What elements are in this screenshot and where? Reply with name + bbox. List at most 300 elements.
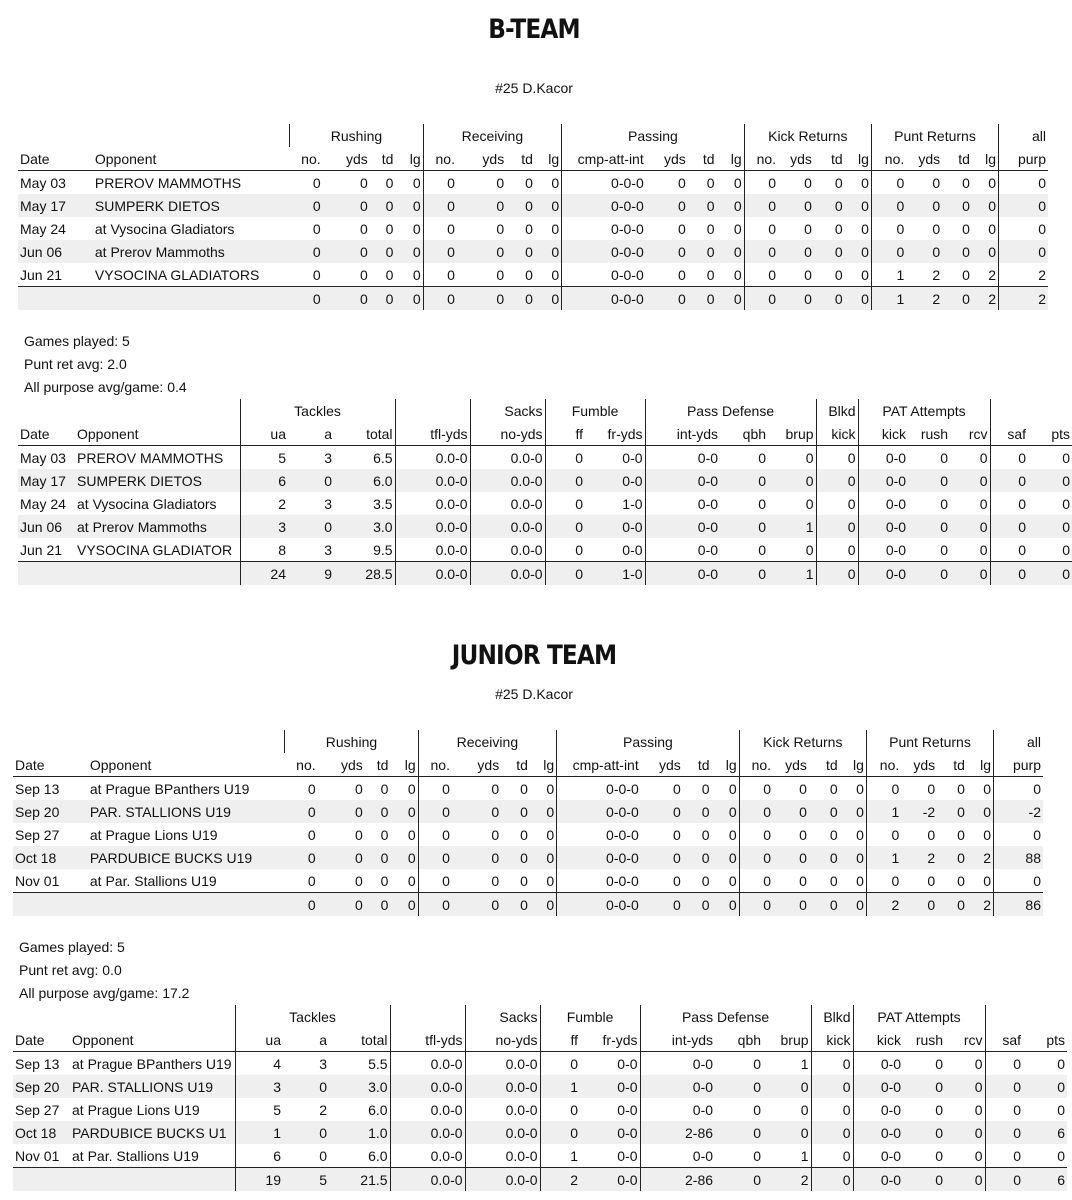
stat-cell-yds: 0 xyxy=(677,174,686,191)
total-cell-no: 0 xyxy=(285,893,318,917)
stat-cell-yds: 0 xyxy=(906,240,942,263)
stat-cell-int-yds: 0-0 xyxy=(645,515,720,538)
column-header-a: a xyxy=(283,1028,329,1052)
stat-cell-ua: 8 xyxy=(278,541,286,558)
column-header-qbh: qbh xyxy=(720,422,768,446)
stat-cell-no: 0 xyxy=(891,780,900,797)
stat-cell-saf: 0 xyxy=(1018,495,1027,512)
column-header-ff: ff xyxy=(545,422,585,446)
opponent-name: PARDUBICE BUCKS U1 xyxy=(70,1121,235,1144)
stat-cell-no: 0 xyxy=(763,826,772,843)
stat-cell-saf: 0 xyxy=(985,1075,1023,1098)
stat-cell-td: 0 xyxy=(683,800,712,823)
opponent-name: PAR. STALLIONS U19 xyxy=(88,800,285,823)
stat-cell-td: 0 xyxy=(380,826,389,843)
column-header-lg: lg xyxy=(390,753,418,777)
stat-cell-td: 0 xyxy=(525,174,533,191)
stat-cell-lg: 0 xyxy=(967,869,994,893)
group-header-spacer xyxy=(18,399,240,422)
player-name: #25 D.Kacor xyxy=(495,686,573,702)
column-header-int-yds: int-yds xyxy=(640,1028,715,1052)
column-header-cmp-att-int: cmp-att-int xyxy=(557,753,641,777)
stat-cell-yds: 0 xyxy=(672,826,681,843)
total-cell-a: 5 xyxy=(283,1168,329,1192)
stat-cell-rush: 0 xyxy=(935,1055,944,1072)
stat-cell-no: 0 xyxy=(418,846,452,869)
stat-cell-yds: 0 xyxy=(927,826,936,843)
stat-cell-purp: 0 xyxy=(999,240,1048,263)
stat-cell-yds: 0 xyxy=(641,846,683,869)
stat-cell-ff: 1 xyxy=(540,1075,580,1098)
stat-cell-ff: 0 xyxy=(540,1121,580,1144)
opponent-name: at Prague Lions U19 xyxy=(70,1098,235,1121)
total-cell-td: 0 xyxy=(809,893,840,917)
column-header-a: a xyxy=(288,422,334,446)
stat-cell-yds: 0 xyxy=(318,846,365,869)
column-header-row xyxy=(18,147,1048,171)
table-row xyxy=(18,469,1072,492)
column-header-yds: yds xyxy=(457,147,506,171)
stat-cell-lg: 0 xyxy=(535,217,562,240)
column-header-fr-yds: fr-yds xyxy=(585,422,645,446)
stat-cell-no: 0 xyxy=(739,846,773,869)
column-header-total: total xyxy=(334,422,395,446)
stat-cell-ua: 5 xyxy=(278,449,286,466)
stat-cell-no: 0 xyxy=(447,174,455,191)
stat-cell-yds: 0 xyxy=(491,780,500,797)
total-cell-no: 0 xyxy=(418,893,452,917)
stat-cell-td: 0 xyxy=(814,240,845,263)
stat-cell-int-yds: 0-0 xyxy=(692,1101,714,1118)
stat-cell-lg: 0 xyxy=(840,777,867,801)
stat-cell-td: 0 xyxy=(520,780,528,797)
stat-cell-no: 0 xyxy=(285,800,318,823)
total-cell-saf: 0 xyxy=(990,562,1028,586)
stat-cell-lg: 0 xyxy=(840,869,867,893)
total-cell-lg: 2 xyxy=(972,287,999,311)
column-header-ua: ua xyxy=(235,1028,283,1052)
stat-cell-pts: 0 xyxy=(1062,541,1071,558)
game-date: Sep 27 xyxy=(15,826,60,843)
group-header-rushing: Rushing xyxy=(285,730,418,753)
stat-cell-ua: 6 xyxy=(273,1147,281,1164)
stat-cell-no-yds: 0.0-0 xyxy=(470,515,545,538)
stat-cell-no-yds: 0.0-0 xyxy=(470,492,545,515)
stat-cell-cmp-att-int: 0-0-0 xyxy=(606,780,639,797)
stat-cell-qbh: 0 xyxy=(758,541,767,558)
table-row xyxy=(13,800,1043,823)
stat-cell-kick: 0 xyxy=(816,538,858,562)
stat-cell-lg: 0 xyxy=(535,240,562,263)
stat-cell-lg: 0 xyxy=(390,869,418,893)
stat-cell-td: 0 xyxy=(829,826,838,843)
stat-cell-no-yds: 0.0-0 xyxy=(465,1098,540,1121)
column-header-td: td xyxy=(688,147,717,171)
column-header-date: Date xyxy=(18,422,75,446)
total-cell-no-yds: 0.0-0 xyxy=(465,1168,540,1192)
stat-cell-no: 0 xyxy=(418,800,452,823)
stat-cell-td: 0 xyxy=(370,194,396,217)
stat-cell-total: 9.5 xyxy=(334,538,395,562)
column-header-opponent: Opponent xyxy=(88,753,285,777)
column-header-lg: lg xyxy=(535,147,562,171)
stat-cell-kick: 0-0 xyxy=(858,515,908,538)
stat-cell-td: 0 xyxy=(385,266,394,283)
game-date: Sep 20 xyxy=(13,1075,70,1098)
stat-cell-td: 0 xyxy=(520,872,528,889)
column-header-td: td xyxy=(942,147,972,171)
game-date: Jun 06 xyxy=(18,515,75,538)
stat-cell-td: 0 xyxy=(937,846,967,869)
totals-row xyxy=(18,287,1048,311)
stat-cell-lg: 0 xyxy=(712,800,740,823)
game-date: May 17 xyxy=(18,194,93,217)
stat-cell-td: 0 xyxy=(380,872,389,889)
column-header-ff: ff xyxy=(540,1028,580,1052)
total-cell-ff: 0 xyxy=(545,562,585,586)
table-row xyxy=(18,217,1048,240)
total-cell-no: 0 xyxy=(423,287,457,311)
stat-cell-kick: 0 xyxy=(811,1121,853,1144)
group-header-all: all xyxy=(1026,733,1041,750)
stat-cell-rush: 0 xyxy=(908,469,950,492)
stat-cell-rcv: 0 xyxy=(945,1075,985,1098)
stat-cell-td: 0 xyxy=(701,780,710,797)
stat-cell-no: 0 xyxy=(896,174,905,191)
stat-cell-int-yds: 0-0 xyxy=(645,469,720,492)
stat-cell-td: 0 xyxy=(706,174,715,191)
stat-cell-purp: -2 xyxy=(994,800,1043,823)
stat-cell-lg: 0 xyxy=(535,263,562,287)
stat-cell-no: 0 xyxy=(768,266,777,283)
stat-cell-yds: 0 xyxy=(799,780,807,797)
player-name: #25 D.Kacor xyxy=(495,80,573,96)
stat-cell-cmp-att-int: 0-0-0 xyxy=(557,800,641,823)
total-cell-tfl-yds: 0.0-0 xyxy=(395,562,470,586)
column-header-saf: saf xyxy=(985,1028,1023,1052)
stat-cell-no: 0 xyxy=(744,194,778,217)
column-header-yds: yds xyxy=(646,147,688,171)
stat-cell-saf: 0 xyxy=(1018,449,1027,466)
stat-cell-fr-yds: 0-0 xyxy=(585,515,645,538)
total-cell-no: 0 xyxy=(744,287,778,311)
total-cell-rush: 0 xyxy=(908,562,950,586)
stat-cell-td: 0 xyxy=(962,266,970,283)
stat-cell-tfl-yds: 0.0-0 xyxy=(390,1075,465,1098)
stat-cell-pts: 0 xyxy=(1057,1101,1066,1118)
stat-cell-yds: 0 xyxy=(641,800,683,823)
column-header-no: no. xyxy=(285,753,318,777)
total-cell-lg: 0 xyxy=(840,893,867,917)
stat-cell-ff: 0 xyxy=(545,469,585,492)
group-header-all: all xyxy=(1031,127,1046,144)
stat-cell-td: 0 xyxy=(385,174,394,191)
stat-cell-lg: 0 xyxy=(390,800,418,823)
stat-cell-no: 0 xyxy=(423,194,457,217)
stat-cell-yds: 0 xyxy=(355,872,363,889)
stat-cell-a: 2 xyxy=(319,1101,327,1118)
column-header-rcv: rcv xyxy=(950,422,990,446)
stat-cell-yds: 0 xyxy=(496,266,505,283)
column-header-no: no. xyxy=(418,753,452,777)
stat-cell-qbh: 0 xyxy=(758,449,767,466)
stat-cell-td: 0 xyxy=(365,800,391,823)
opponent-name: PARDUBICE BUCKS U19 xyxy=(88,846,285,869)
column-header-ua: ua xyxy=(240,422,288,446)
stat-cell-yds: 0 xyxy=(496,220,505,237)
column-header-no: no. xyxy=(739,753,773,777)
stat-cell-no-yds: 0.0-0 xyxy=(465,1121,540,1144)
stat-cell-int-yds: 0-0 xyxy=(692,1055,714,1072)
stat-cell-no: 0 xyxy=(312,266,321,283)
stat-cell-td: 0 xyxy=(957,872,965,889)
stat-cell-brup: 1 xyxy=(768,515,816,538)
stat-cell-saf: 0 xyxy=(985,1121,1023,1144)
game-date: May 17 xyxy=(18,469,75,492)
total-cell-no: 0 xyxy=(290,287,323,311)
stat-cell-cmp-att-int: 0-0-0 xyxy=(611,220,644,237)
stat-cell-lg: 0 xyxy=(717,217,745,240)
stat-cell-yds: 0 xyxy=(323,194,370,217)
stat-cell-no-yds: 0.0-0 xyxy=(465,1144,540,1168)
total-cell-saf: 0 xyxy=(985,1168,1023,1192)
column-header-row xyxy=(13,753,1043,777)
stat-cell-kick: 0 xyxy=(816,446,858,470)
table-row xyxy=(13,1121,1067,1144)
opponent-name: PREROV MAMMOTHS xyxy=(94,174,242,191)
total-cell-yds: 0 xyxy=(457,287,506,311)
stat-cell-tfl-yds: 0.0-0 xyxy=(395,492,470,515)
group-header-row xyxy=(18,124,1048,147)
stat-cell-qbh: 0 xyxy=(720,469,768,492)
stat-cell-total: 3.5 xyxy=(334,492,395,515)
column-header-lg: lg xyxy=(717,147,745,171)
stat-cell-td: 0 xyxy=(706,220,715,237)
column-header-lg: lg xyxy=(972,147,999,171)
total-cell-pts: 6 xyxy=(1023,1168,1067,1192)
totals-blank-cell xyxy=(70,1168,235,1192)
defense-stats-table xyxy=(18,399,1072,585)
stat-cell-ua: 1 xyxy=(235,1121,283,1144)
stat-cell-kick: 0-0 xyxy=(880,1101,902,1118)
table-row xyxy=(18,263,1048,287)
stat-cell-kick: 0-0 xyxy=(885,495,907,512)
stat-cell-yds: 2 xyxy=(932,266,941,283)
total-cell-ua: 19 xyxy=(235,1168,283,1192)
column-header-saf: saf xyxy=(990,422,1028,446)
group-header-sacks: Sacks xyxy=(470,399,545,422)
offense-stats-table xyxy=(18,124,1048,310)
table-row xyxy=(18,240,1048,263)
stat-cell-tfl-yds: 0.0-0 xyxy=(390,1121,465,1144)
stat-cell-td: 0 xyxy=(688,194,717,217)
stat-cell-tfl-yds: 0.0-0 xyxy=(390,1098,465,1121)
stat-cell-lg: 0 xyxy=(530,800,557,823)
stat-cell-lg: 0 xyxy=(840,823,867,846)
stat-cell-rcv: 0 xyxy=(950,446,990,470)
stat-cell-td: 0 xyxy=(501,800,530,823)
stat-cell-lg: 0 xyxy=(972,171,999,195)
stat-cell-lg: 0 xyxy=(967,777,994,801)
column-header-total: total xyxy=(329,1028,390,1052)
stat-cell-pts: 6 xyxy=(1023,1121,1067,1144)
totals-blank-cell xyxy=(75,562,240,586)
stat-cell-td: 0 xyxy=(957,780,965,797)
total-cell-td: 0 xyxy=(688,287,717,311)
stat-cell-kick: 0 xyxy=(811,1052,853,1076)
stat-cell-no-yds: 0.0-0 xyxy=(470,446,545,470)
stat-cell-cmp-att-int: 0-0-0 xyxy=(611,266,644,283)
stat-cell-kick: 0-0 xyxy=(880,1147,902,1164)
stat-cell-tfl-yds: 0.0-0 xyxy=(390,1052,465,1076)
stat-cell-kick: 0 xyxy=(811,1098,853,1121)
game-date: Nov 01 xyxy=(15,1147,60,1164)
stat-cell-yds: -2 xyxy=(901,800,937,823)
stat-cell-lg: 0 xyxy=(390,823,418,846)
stat-cell-total: 6.0 xyxy=(329,1098,390,1121)
table-row xyxy=(18,538,1072,562)
stat-cell-lg: 0 xyxy=(845,171,872,195)
stat-cell-lg: 0 xyxy=(845,217,872,240)
stat-cell-lg: 0 xyxy=(395,240,423,263)
stat-cell-rcv: 0 xyxy=(950,538,990,562)
group-header-fumble: Fumble xyxy=(540,1005,640,1028)
column-header-date: Date xyxy=(13,753,88,777)
stat-cell-no: 0 xyxy=(768,220,777,237)
stat-cell-lg: 0 xyxy=(390,777,418,801)
stat-cell-lg: 0 xyxy=(530,846,557,869)
total-cell-ff: 2 xyxy=(540,1168,580,1192)
column-header-tfl-yds: tfl-yds xyxy=(395,422,470,446)
stat-cell-total: 1.0 xyxy=(329,1121,390,1144)
stat-cell-td: 0 xyxy=(962,220,970,237)
stat-cell-no-yds: 0.0-0 xyxy=(465,1052,540,1076)
column-header-kick: kick xyxy=(853,1028,903,1052)
column-header-lg: lg xyxy=(395,147,423,171)
stat-cell-cmp-att-int: 0-0-0 xyxy=(557,846,641,869)
total-cell-yds: 0 xyxy=(641,893,683,917)
stat-cell-fr-yds: 0-0 xyxy=(580,1052,640,1076)
table-row xyxy=(13,777,1043,801)
stat-cell-yds: 0 xyxy=(677,266,686,283)
stat-cell-a: 3 xyxy=(324,449,332,466)
stat-cell-td: 0 xyxy=(365,846,391,869)
stat-cell-td: 0 xyxy=(688,240,717,263)
stat-cell-td: 0 xyxy=(701,872,710,889)
game-date: May 24 xyxy=(20,220,66,237)
stat-cell-pts: 0 xyxy=(1028,469,1072,492)
opponent-name: SUMPERK DIETOS xyxy=(75,469,240,492)
total-cell-yds: 0 xyxy=(452,893,501,917)
column-header-yds: yds xyxy=(773,753,809,777)
group-header-fumble: Fumble xyxy=(545,399,645,422)
total-cell-kick: 0-0 xyxy=(858,562,908,586)
stat-cell-td: 0 xyxy=(370,240,396,263)
total-cell-no-yds: 0.0-0 xyxy=(470,562,545,586)
stat-cell-td: 0 xyxy=(829,872,838,889)
stat-cell-yds: 0 xyxy=(318,800,365,823)
stat-cell-yds: 0 xyxy=(360,220,368,237)
stat-cell-no: 0 xyxy=(871,240,906,263)
total-cell-td: 0 xyxy=(365,893,391,917)
column-header-kick: kick xyxy=(816,422,858,446)
stat-cell-pts: 0 xyxy=(1023,1075,1067,1098)
group-header-tackles: Tackles xyxy=(235,1005,390,1028)
game-date: Sep 13 xyxy=(15,780,60,797)
group-header-spacer xyxy=(390,1005,465,1028)
totals-blank-cell xyxy=(88,893,285,917)
stat-cell-tfl-yds: 0.0-0 xyxy=(395,469,470,492)
total-cell-qbh: 0 xyxy=(720,562,768,586)
game-date: May 24 xyxy=(20,495,66,512)
stat-cell-cmp-att-int: 0-0-0 xyxy=(562,194,646,217)
total-cell-kick: 0 xyxy=(811,1168,853,1192)
stat-cell-brup: 0 xyxy=(768,538,816,562)
stat-cell-lg: 0 xyxy=(712,777,740,801)
stat-cell-td: 0 xyxy=(525,220,533,237)
stat-cell-purp: 0 xyxy=(1038,174,1046,191)
column-header-kick: kick xyxy=(811,1028,853,1052)
column-header-td: td xyxy=(937,753,967,777)
total-cell-cmp-att-int: 0-0-0 xyxy=(562,287,646,311)
column-header-int-yds: int-yds xyxy=(645,422,720,446)
stat-cell-yds: 0 xyxy=(932,174,941,191)
column-header-pts: pts xyxy=(1023,1028,1067,1052)
stat-cell-rcv: 0 xyxy=(945,1121,985,1144)
opponent-name: at Prerov Mammoths xyxy=(93,240,290,263)
table-row xyxy=(13,823,1043,846)
stat-cell-yds: 0 xyxy=(778,194,814,217)
stat-cell-no: 0 xyxy=(744,240,778,263)
total-cell-td: 0 xyxy=(937,893,967,917)
stat-cell-saf: 0 xyxy=(1013,1147,1022,1164)
column-header-opponent: Opponent xyxy=(93,147,290,171)
stat-cell-lg: 0 xyxy=(535,194,562,217)
column-header-no: no. xyxy=(744,147,778,171)
table-row xyxy=(13,1098,1067,1121)
game-date: Jun 06 xyxy=(18,240,93,263)
stat-cell-lg: 0 xyxy=(967,823,994,846)
column-header-yds: yds xyxy=(641,753,683,777)
total-cell-cmp-att-int: 0-0-0 xyxy=(557,893,641,917)
stat-cell-lg: 0 xyxy=(530,823,557,846)
stat-cell-qbh: 0 xyxy=(715,1075,763,1098)
total-cell-ua: 24 xyxy=(240,562,288,586)
stat-cell-a: 0 xyxy=(288,469,334,492)
stat-cell-no-yds: 0.0-0 xyxy=(470,469,545,492)
column-header-brup: brup xyxy=(763,1028,811,1052)
stat-cell-lg: 0 xyxy=(845,263,872,287)
game-date: May 03 xyxy=(20,449,66,466)
stat-cell-td: 0 xyxy=(701,826,710,843)
column-header-purp: purp xyxy=(999,147,1048,171)
stat-cell-rush: 0 xyxy=(908,515,950,538)
stat-cell-saf: 0 xyxy=(1013,1055,1022,1072)
total-cell-qbh: 0 xyxy=(715,1168,763,1192)
stat-cell-rcv: 0 xyxy=(950,469,990,492)
stat-cell-lg: 0 xyxy=(967,800,994,823)
stat-cell-tfl-yds: 0.0-0 xyxy=(390,1144,465,1168)
game-date: Oct 18 xyxy=(13,846,88,869)
stat-cell-rcv: 0 xyxy=(945,1052,985,1076)
stat-cell-yds: 0 xyxy=(491,826,500,843)
stat-cell-rush: 0 xyxy=(935,1101,944,1118)
stat-cell-yds: 0 xyxy=(773,846,809,869)
stat-cell-no: 0 xyxy=(307,826,316,843)
column-header-cmp-att-int: cmp-att-int xyxy=(562,147,646,171)
stat-cell-lg: 0 xyxy=(535,171,562,195)
stat-cell-kick: 0 xyxy=(811,1144,853,1168)
